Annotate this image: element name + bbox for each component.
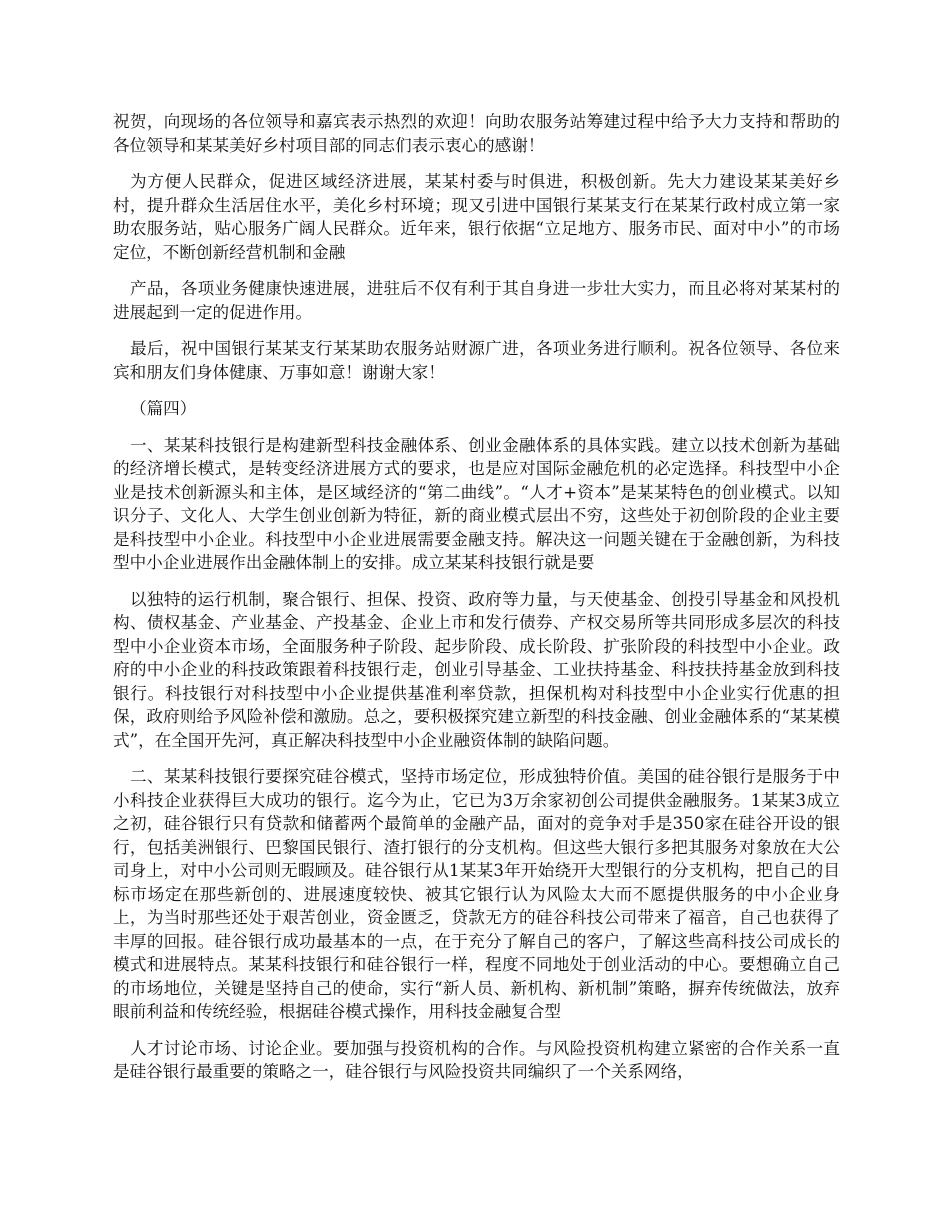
section-heading-part-four: （篇四） (130, 399, 197, 418)
paragraph-operating-mechanism: 以独特的运行机制，聚合银行、担保、投资、政府等力量，与天使基金、创投引导基金和风投机构、债权基金、产业基金、产投基金、企业上市和发行债券、产权交易所等共同形成多层次的科技型中小企业资本市场，全面服务种子阶段、起步阶段、成长阶段、扩张阶段的科技型中小企业。政府的中小企业的科技政策跟着科技银行走，创业引导基金、工业扶持基金、科技扶持基金放到科技银行。科技银行对科技型中小企业提供基准利率贷款，担保机构对科技型中小企业实行优惠的担保，政府则给予风险补偿和激励。总之，要积极探究建立新型的科技金融、创业金融体系的“某某模式”，在全国开先河，真正解决科技型中小企业融资体制的缺陷问题。 (113, 589, 840, 750)
paragraph-closing-wishes: 最后，祝中国银行某某支行某某助农服务站财源广进，各项业务进行顺利。祝各位领导、各位来宾和朋友们身体健康、万事如意！谢谢大家！ (113, 339, 840, 382)
document-body (113, 110, 840, 1097)
paragraph-opening-thanks: 祝贺，向现场的各位领导和嘉宾表示热烈的欢迎！向助农服务站筹建过程中给予大力支持和帮助的各位领导和某某美好乡村项目部的同志们表示衷心的感谢！ (113, 112, 840, 155)
paragraph-village-service-station: 为方便人民群众，促进区域经济进展，某某村委与时俱进，积极创新。先大力建设某某美好乡村，提升群众生活居住水平，美化乡村环境；现又引进中国银行某某支行在某某行政村成立第一家助农服务站，贴心服务广阔人民群众。近年来，银行依据“立足地方、服务市民、面对中小”的市场定位，不断创新经营机制和金融 (113, 172, 840, 262)
paragraph-silicon-valley-model: 二、某某科技银行要探究硅谷模式，坚持市场定位，形成独特价值。美国的硅谷银行是服务于中小科技企业获得巨大成功的银行。迄今为止，它已为3万余家初创公司提供金融服务。1某某3成立之初，硅谷银行只有贷款和储蓄两个最简单的金融产品，面对的竞争对手是350家在硅谷开设的银行，包括美洲银行、巴黎国民银行、渣打银行的分支机构。但这些大银行多把其服务对象放在大公司身上，对中小公司则无暇顾及。硅谷银行从1某某3年开始绕开大型银行的分支机构，把自己的目标市场定在那些新创的、进展速度较快、被其它银行认为风险太大而不愿提供服务的中小企业身上，为当时那些还处于艰苦创业，资金匮乏，贷款无方的硅谷科技公司带来了福音，自己也获得了丰厚的回报。硅谷银行成功最基本的一点，在于充分了解自己的客户，了解这些高科技公司成长的模式和进展特点。某某科技银行和硅谷银行一样，程度不同地处于创业活动的中心。要想确立自己的市场地位，关键是坚持自己的使命，实行“新人员、新机构、新机制”策略，摒弃传统做法，放弃眼前利益和传统经验，根据硅谷模式操作，用科技金融复合型 (113, 767, 840, 1021)
paragraph-market-research: 人才讨论市场、讨论企业。要加强与投资机构的合作。与风险投资机构建立紧密的合作关系一直是硅谷银行最重要的策略之一，硅谷银行与风险投资共同编织了一个关系网络， (113, 1038, 840, 1081)
paragraph-tech-bank-practice: 一、某某科技银行是构建新型科技金融体系、创业金融体系的具体实践。建立以技术创新为基础的经济增长模式，是转变经济进展方式的要求，也是应对国际金融危机的必定选择。科技型中小企业是技术创新源头和主体，是区域经济的“第二曲线”。“人才+资本”是某某特色的创业模式。以知识分子、文化人、大学生创业创新为特征，新的商业模式层出不穷，这些处于初创阶段的企业主要是科技型中小企业。科技型中小企业进展需要金融支持。解决这一问题关键在于金融创新，为科技型中小企业进展作出金融体制上的安排。成立某某科技银行就是要 (113, 435, 840, 572)
paragraph-business-development: 产品，各项业务健康快速进展，进驻后不仅有利于其自身进一步壮大实力，而且必将对某某村的进展起到一定的促进作用。 (113, 279, 840, 322)
